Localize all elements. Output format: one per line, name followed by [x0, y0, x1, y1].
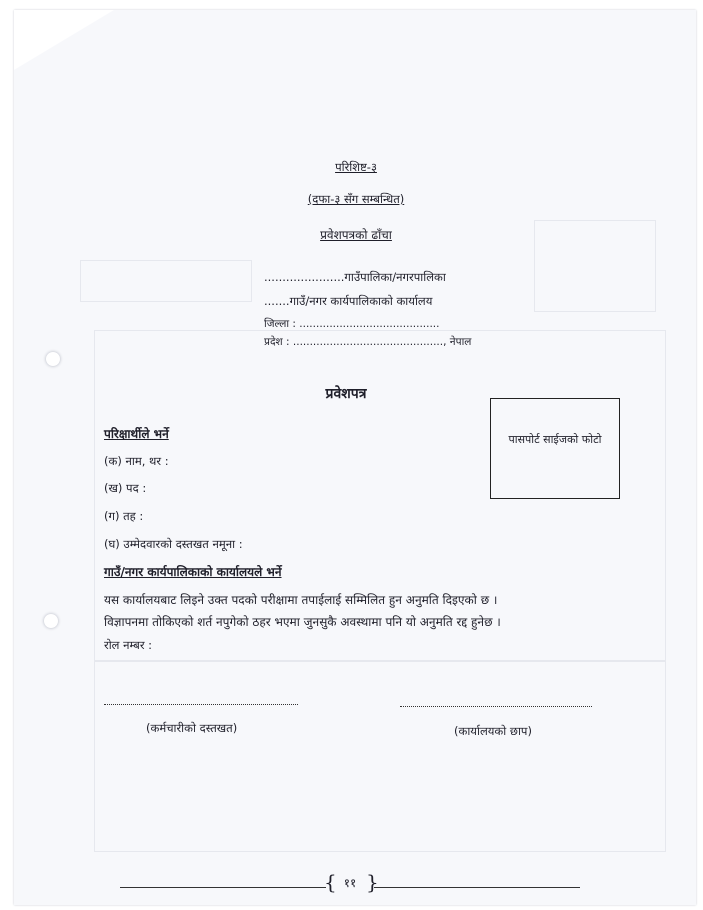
- permission-text-line1: यस कार्यालयबाट लिइने उक्त पदको परीक्षामा तपाईलाई सम्मिलित हुन अनुमति दिइएको छ ।: [104, 593, 498, 607]
- footer-rule-right: [374, 887, 580, 888]
- page-number-brace-left: {: [324, 870, 337, 894]
- municipality-line: ......................गाउँपालिका/नगरपालिका: [264, 270, 446, 284]
- permission-text-line2: विज्ञापनमा तोकिएको शर्त नपुगेको ठहर भएमा जुनसुकै अवस्थामा पनि यो अनुमति रद्द हुनेछ ।: [104, 615, 501, 629]
- field-signature-sample: (घ) उम्मेदवारको दस्तखत नमूना :: [104, 537, 243, 551]
- section-reference: (दफा-३ सँग सम्बन्धित): [307, 192, 405, 206]
- footer-rule-left: [120, 887, 326, 888]
- annex-heading: परिशिष्ट-३: [335, 160, 377, 174]
- executive-office-line: .......गाउँ/नगर कार्यपालिकाको कार्यालय: [264, 294, 433, 308]
- page-number: ११: [343, 876, 357, 890]
- office-section-heading: गाउँ/नगर कार्यपालिकाको कार्यालयले भर्ने: [104, 565, 282, 579]
- examinee-section-heading: परिक्षार्थीले भर्ने: [104, 427, 169, 441]
- punch-hole: [44, 614, 58, 628]
- field-name: (क) नाम, थर :: [104, 454, 169, 468]
- field-post: (ख) पद :: [104, 481, 147, 495]
- district-line: जिल्ला : ..........................................: [264, 318, 440, 330]
- staff-signature-label: (कर्मचारीको दस्तखत): [146, 721, 238, 735]
- office-stamp-line: [400, 706, 592, 707]
- roll-number-field: रोल नम्बर :: [104, 638, 153, 652]
- form-template-title: प्रवेशपत्रको ढाँचा: [320, 228, 392, 242]
- field-level: (ग) तह :: [104, 509, 144, 523]
- office-stamp-label: (कार्यालयको छाप): [454, 724, 532, 738]
- bleed-through-box: [80, 260, 252, 302]
- admit-card-title: प्रवेशपत्र: [325, 386, 367, 402]
- staff-signature-line: [104, 704, 298, 705]
- passport-photo-label: पासपोर्ट साईजको फोटो: [508, 433, 602, 446]
- punch-hole: [46, 352, 60, 366]
- page-number-brace-right: }: [366, 870, 379, 894]
- bleed-through-box: [534, 220, 656, 312]
- province-line: प्रदेश : ............................................., नेपाल: [264, 336, 472, 348]
- passport-photo-box: [490, 398, 620, 499]
- folded-corner: [14, 10, 114, 70]
- bleed-through-rule: [94, 660, 666, 662]
